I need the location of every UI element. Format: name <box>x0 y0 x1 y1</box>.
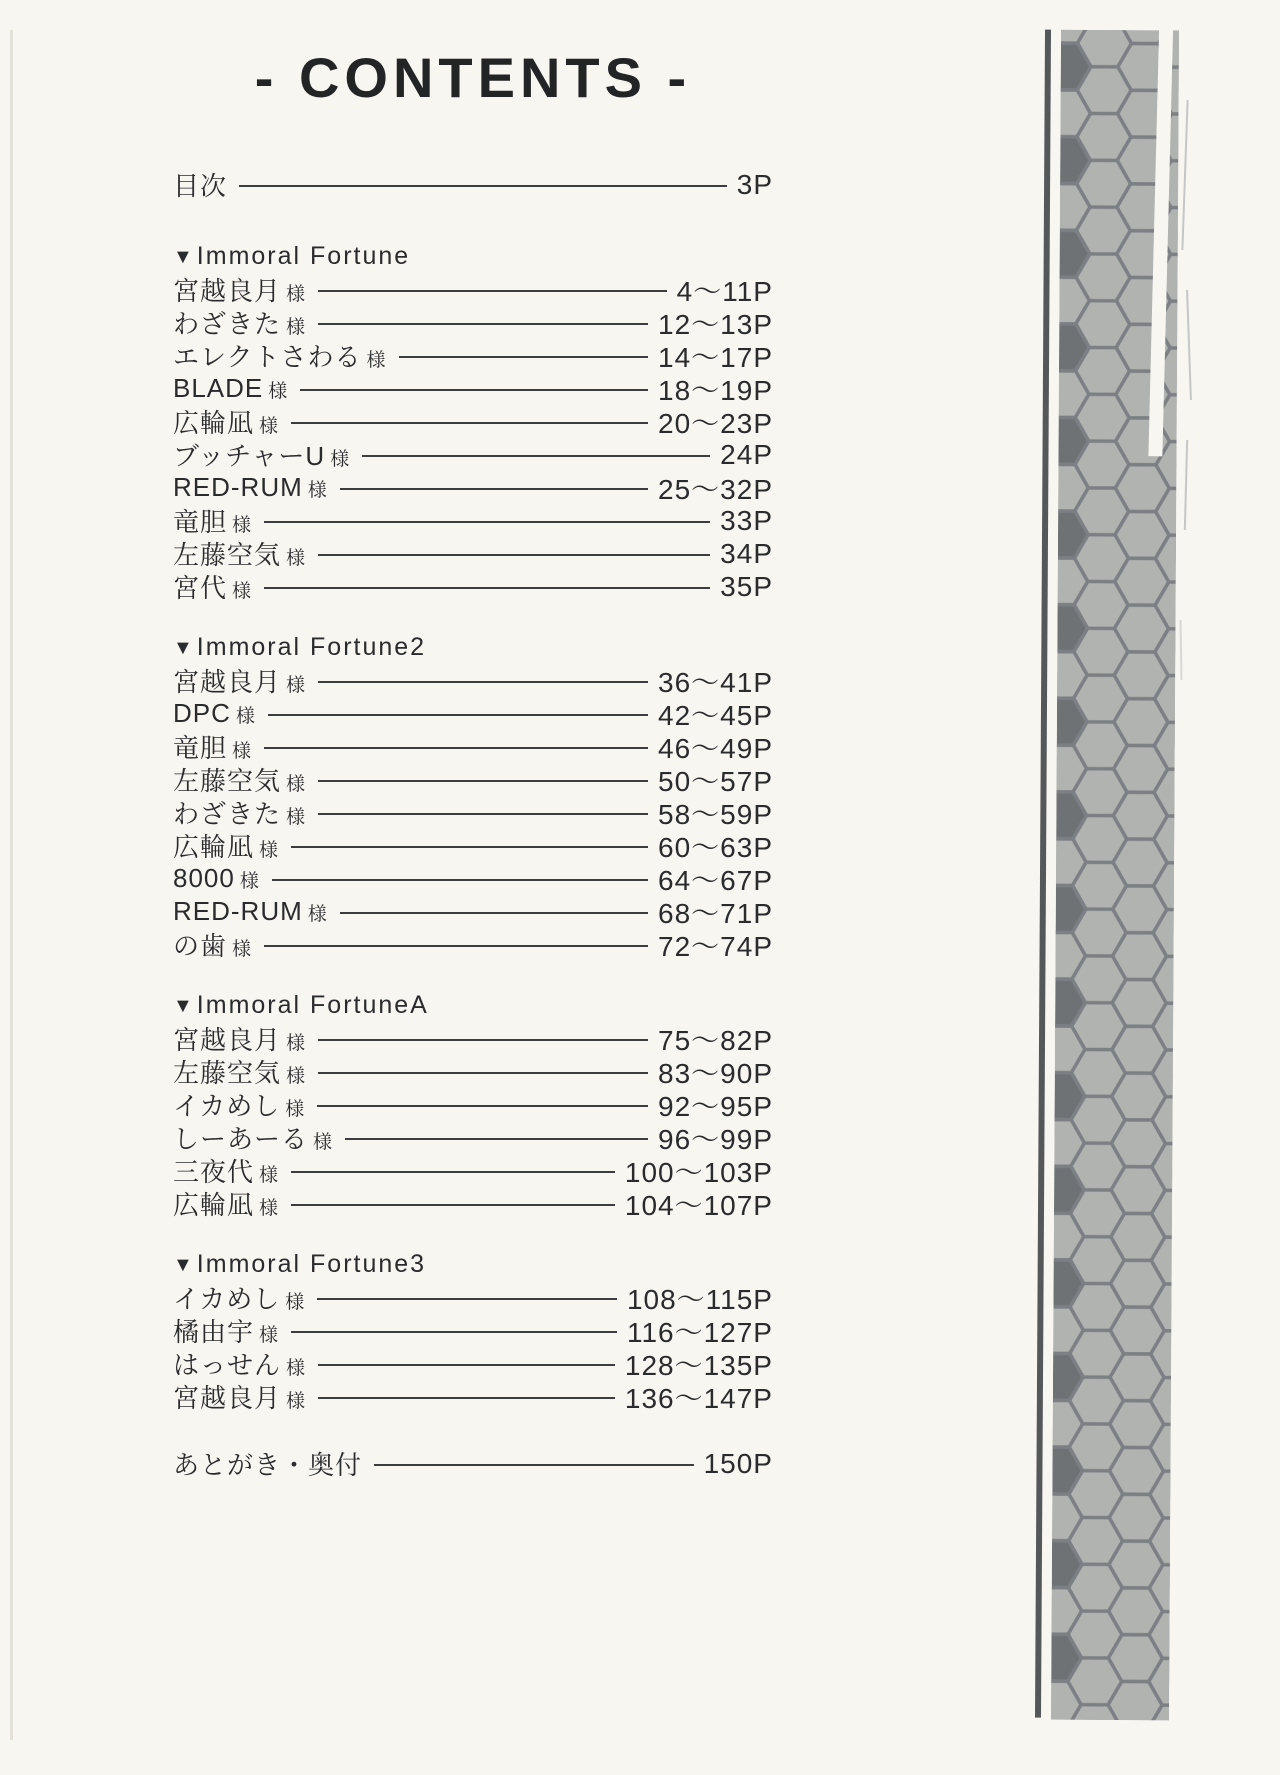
section-marker-icon: ▼ <box>173 636 195 659</box>
leader-line <box>291 1171 615 1173</box>
decor-strip <box>1029 30 1185 1721</box>
entry-name: 左藤空気 様 <box>173 766 307 796</box>
entry-suffix: 様 <box>286 1033 307 1054</box>
entry-pages: 83～90P <box>658 1057 773 1089</box>
toc-row <box>173 1022 773 1055</box>
toc-section <box>173 239 773 603</box>
entry-name: イカめし 様 <box>173 1284 306 1314</box>
entry-pages: 128～135P <box>624 1349 773 1381</box>
entry-name: 宮越良月 様 <box>173 276 307 306</box>
leader-line <box>345 1138 648 1140</box>
entry-name: BLADE 様 <box>173 373 289 403</box>
entry-suffix: 様 <box>239 871 260 892</box>
scan-artifact <box>1186 290 1192 400</box>
scan-artifact <box>1184 440 1188 530</box>
entry-name: 広輪凪 様 <box>173 408 280 438</box>
entry-suffix: 様 <box>330 449 351 470</box>
entry-name: 橘由宇 様 <box>173 1317 280 1347</box>
toc-section <box>173 630 773 961</box>
toc-row <box>173 1447 773 1480</box>
entry-name: 広輪凪 様 <box>173 832 280 862</box>
section-header <box>173 988 773 1022</box>
entry-name: 左藤空気 様 <box>173 1058 307 1088</box>
scan-artifact <box>1179 620 1182 680</box>
section-header <box>173 630 773 664</box>
entry-name: しーあーる 様 <box>173 1124 334 1154</box>
entry-pages: 42～45P <box>658 699 773 731</box>
toc-row <box>173 1088 773 1121</box>
entry-pages: 14～17P <box>658 341 773 373</box>
entry-pages: 36～41P <box>658 666 773 698</box>
leader-line <box>318 1039 648 1041</box>
entry-name: 宮越良月 様 <box>173 667 307 697</box>
toc-sections <box>173 239 773 1413</box>
entry-suffix: 様 <box>286 1358 307 1379</box>
leader-line <box>318 1364 615 1366</box>
entry-name: 宮越良月 様 <box>173 1383 307 1413</box>
leader-line <box>318 290 667 292</box>
entry-pages: 72～74P <box>658 930 773 962</box>
entry-suffix: 様 <box>232 939 253 960</box>
leader-line <box>317 1298 617 1300</box>
section-header <box>173 1247 773 1281</box>
toc-row <box>173 862 773 895</box>
toc-row <box>173 1154 773 1187</box>
leader-line <box>264 587 710 589</box>
toc-row <box>173 537 773 570</box>
entry-suffix: 様 <box>286 548 307 569</box>
entry-name: RED-RUM 様 <box>173 896 328 926</box>
toc-row <box>173 504 773 537</box>
leader-line <box>399 356 649 358</box>
toc-row <box>173 1055 773 1088</box>
entry-name: 竜胆 様 <box>173 733 253 763</box>
entry-name: 三夜代 様 <box>173 1157 280 1187</box>
entry-suffix: 様 <box>268 381 289 402</box>
entry-pages: 68～71P <box>658 897 773 929</box>
entry-pages: 34P <box>720 537 773 569</box>
entry-name: 広輪凪 様 <box>173 1190 280 1220</box>
entry-name: イカめし 様 <box>173 1091 306 1121</box>
entry-pages: 116～127P <box>626 1316 773 1348</box>
entry-pages: 20～23P <box>658 407 773 439</box>
page-gutter-line <box>10 30 13 1740</box>
toc-row <box>173 372 773 405</box>
leader-line <box>264 747 648 749</box>
toc-row <box>173 471 773 504</box>
leader-line <box>318 1072 648 1074</box>
leader-line <box>318 323 648 325</box>
entry-name: の歯 様 <box>173 931 253 961</box>
toc-row <box>173 730 773 763</box>
entry-suffix: 様 <box>259 840 280 861</box>
entry-suffix: 様 <box>366 350 387 371</box>
toc-row <box>173 664 773 697</box>
section-title: Immoral Fortune3 <box>196 1249 427 1278</box>
entry-pages: 18～19P <box>658 374 773 406</box>
toc-row <box>173 168 773 201</box>
toc-row <box>173 829 773 862</box>
toc-row <box>173 570 773 603</box>
entry-name: わざきた 様 <box>173 799 307 829</box>
entry-suffix: 様 <box>259 1165 280 1186</box>
entry-suffix: 様 <box>307 904 328 925</box>
section-marker-icon: ▼ <box>173 994 195 1017</box>
entry-pages: 12～13P <box>658 308 773 340</box>
entry-name: 目次 <box>173 171 228 201</box>
toc-row <box>173 339 773 372</box>
leader-line <box>362 455 710 457</box>
entry-name: 左藤空気 様 <box>173 540 307 570</box>
entry-name: 竜胆 様 <box>173 507 253 537</box>
leader-line <box>239 185 727 187</box>
decor-rule-line <box>1035 30 1051 1718</box>
entry-pages: 58～59P <box>658 798 773 830</box>
entry-pages: 136～147P <box>624 1382 773 1414</box>
entry-pages: 46～49P <box>658 732 773 764</box>
toc-section <box>173 988 773 1220</box>
entry-pages: 96～99P <box>658 1123 773 1155</box>
entry-name: 宮代 様 <box>173 573 253 603</box>
leader-line <box>317 1105 648 1107</box>
section-title: Immoral FortuneA <box>196 990 429 1019</box>
entry-suffix: 様 <box>286 774 307 795</box>
section-title: Immoral Fortune2 <box>196 632 427 661</box>
section-header <box>173 239 773 273</box>
toc-row <box>173 1187 773 1220</box>
leader-line <box>318 1397 615 1399</box>
leader-line <box>264 521 710 523</box>
entry-pages: 104～107P <box>624 1189 773 1221</box>
leader-line <box>264 945 648 947</box>
entry-pages: 100～103P <box>624 1156 773 1188</box>
toc-section <box>173 1247 773 1413</box>
entry-suffix: 様 <box>259 416 280 437</box>
entry-pages: 3P <box>736 168 773 200</box>
entry-suffix: 様 <box>259 1198 280 1219</box>
toc-row <box>173 1121 773 1154</box>
entry-suffix: 様 <box>232 581 253 602</box>
toc-row <box>173 405 773 438</box>
leader-line <box>318 681 648 683</box>
entry-pages: 33P <box>720 504 773 536</box>
entry-pages: 35P <box>720 570 773 602</box>
entry-suffix: 様 <box>286 284 307 305</box>
entry-suffix: 様 <box>232 741 253 762</box>
entry-name: 8000 様 <box>173 863 260 893</box>
entry-pages: 25～32P <box>658 473 773 505</box>
leader-line <box>340 488 648 490</box>
entry-suffix: 様 <box>286 1391 307 1412</box>
leader-line <box>291 846 648 848</box>
section-marker-icon: ▼ <box>173 1253 195 1276</box>
leader-line <box>291 1204 615 1206</box>
entry-pages: 75～82P <box>658 1024 773 1056</box>
leader-line <box>340 912 648 914</box>
section-title: Immoral Fortune <box>196 241 411 270</box>
entry-suffix: 様 <box>259 1325 280 1346</box>
entry-pages: 108～115P <box>626 1283 773 1315</box>
entry-name: DPC 様 <box>173 698 256 728</box>
toc-row <box>173 1380 773 1413</box>
entry-name: 宮越良月 様 <box>173 1025 307 1055</box>
entry-name: わざきた 様 <box>173 309 307 339</box>
toc-row <box>173 1314 773 1347</box>
entry-pages: 150P <box>703 1447 773 1479</box>
toc-row <box>173 1347 773 1380</box>
leader-line <box>318 554 710 556</box>
toc-row <box>173 438 773 471</box>
toc-row <box>173 796 773 829</box>
entry-suffix: 様 <box>285 1292 306 1313</box>
entry-suffix: 様 <box>313 1132 334 1153</box>
toc-row <box>173 895 773 928</box>
toc-row <box>173 1281 773 1314</box>
entry-suffix: 様 <box>286 317 307 338</box>
entry-suffix: 様 <box>232 515 253 536</box>
section-marker-icon: ▼ <box>173 245 195 268</box>
leader-line <box>291 422 648 424</box>
toc-row <box>173 763 773 796</box>
leader-line <box>318 813 648 815</box>
entry-pages: 50～57P <box>658 765 773 797</box>
leader-line <box>374 1464 694 1466</box>
entry-pages: 24P <box>720 438 773 470</box>
leader-line <box>291 1331 617 1333</box>
entry-name: あとがき・奥付 <box>173 1450 363 1480</box>
toc-row <box>173 697 773 730</box>
leader-line <box>272 879 648 881</box>
entry-pages: 4～11P <box>676 275 773 307</box>
toc-row <box>173 306 773 339</box>
entry-pages: 64～67P <box>658 864 773 896</box>
toc-row <box>173 273 773 306</box>
entry-suffix: 様 <box>285 1099 306 1120</box>
entry-suffix: 様 <box>286 675 307 696</box>
leader-line <box>318 780 648 782</box>
toc-row <box>173 928 773 961</box>
entry-name: エレクトさわる 様 <box>173 342 387 372</box>
leader-line <box>268 714 648 716</box>
toc <box>173 0 773 1480</box>
entry-suffix: 様 <box>235 706 256 727</box>
page-title: - CONTENTS - <box>254 46 692 109</box>
entry-suffix: 様 <box>286 1066 307 1087</box>
entry-suffix: 様 <box>286 807 307 828</box>
entry-pages: 60～63P <box>658 831 773 863</box>
entry-name: ブッチャーU 様 <box>173 441 351 471</box>
leader-line <box>300 389 648 391</box>
entry-pages: 92～95P <box>658 1090 773 1122</box>
entry-name: RED-RUM 様 <box>173 472 328 502</box>
entry-suffix: 様 <box>307 480 328 501</box>
entry-name: はっせん 様 <box>173 1350 307 1380</box>
